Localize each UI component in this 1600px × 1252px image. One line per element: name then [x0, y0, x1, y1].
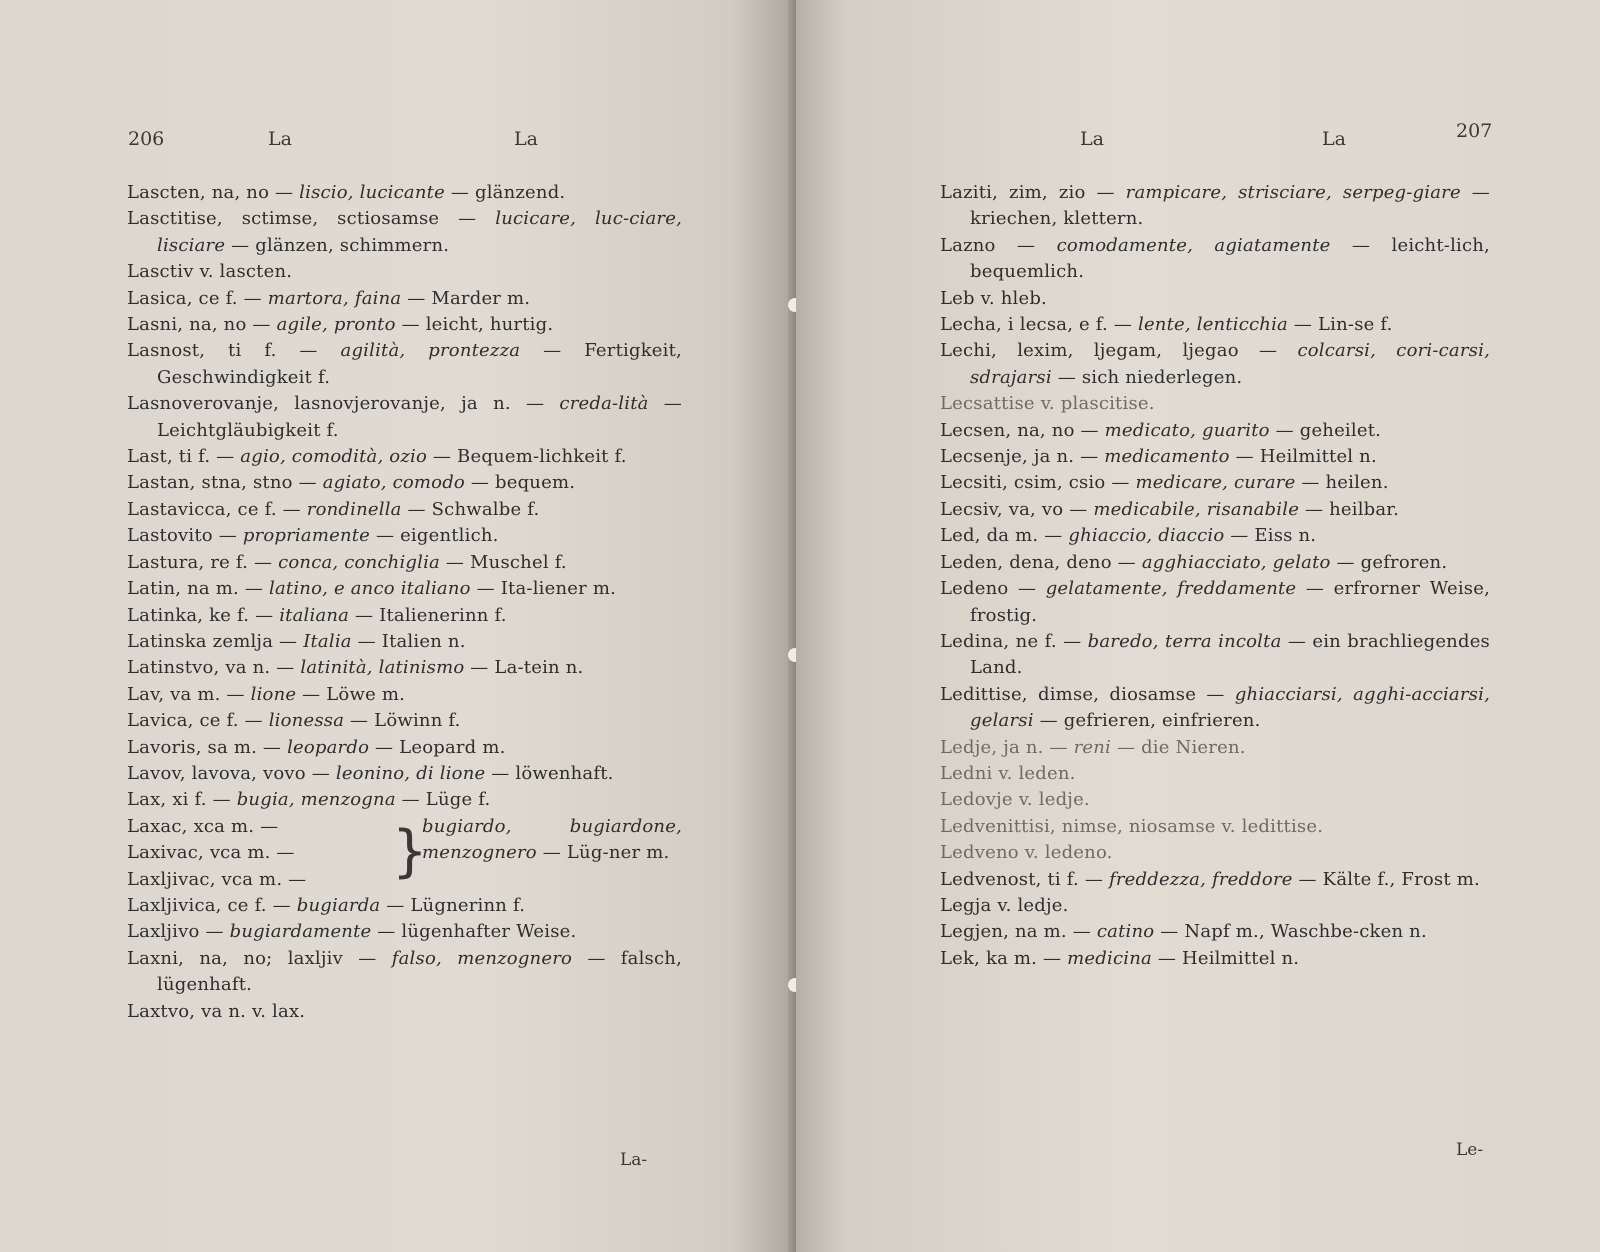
- entry-german: — leicht-lich, bequemlich.: [970, 234, 1490, 283]
- entry-italian: Italia: [303, 630, 352, 652]
- entry-german: — Lügnerinn f.: [380, 894, 526, 916]
- entry-german: — heilen.: [1295, 472, 1389, 494]
- entry-german: — Löwinn f.: [344, 710, 461, 732]
- entry-list-left: [127, 180, 682, 1025]
- entry-headword: Ledeno —: [940, 578, 1046, 600]
- entry-headword: Lav, va m. —: [127, 683, 251, 705]
- dictionary-entry: [940, 233, 1490, 286]
- entry-headword: Ledittise, dimse, diosamse —: [940, 683, 1235, 705]
- dictionary-entry: [127, 576, 682, 602]
- entry-italian: medicare, curare: [1135, 472, 1296, 494]
- entry-headword: Lavov, lavova, vovo —: [127, 762, 336, 784]
- entry-german: — Heilmittel n.: [1229, 446, 1377, 468]
- entry-italian: bugiarda: [296, 894, 381, 916]
- catchword-left: La-: [620, 1150, 648, 1170]
- entry-headword: Ledni v. leden.: [940, 762, 1076, 784]
- bracket-entry-group: [127, 814, 682, 893]
- entry-headword: Lavica, ce f. —: [127, 710, 269, 732]
- dictionary-entry: [940, 286, 1490, 312]
- dictionary-entry: [127, 523, 682, 549]
- entry-german: — heilbar.: [1299, 498, 1400, 520]
- dictionary-entry: [940, 867, 1490, 893]
- entry-headword: Latinska zemlja —: [127, 630, 304, 652]
- entry-italian: liscio, lucicante: [299, 182, 445, 203]
- entry-italian: lionessa: [268, 710, 345, 732]
- entry-headword: Led, da m. —: [940, 525, 1069, 547]
- entry-headword: Lascten, na, no —: [127, 182, 300, 203]
- entry-italian: rondinella: [306, 498, 402, 520]
- dictionary-entry: [940, 444, 1490, 470]
- entry-headword: Last, ti f. —: [127, 446, 241, 468]
- entry-headword: Leden, dena, deno —: [940, 551, 1142, 573]
- entry-italian: agiato, comodo: [322, 472, 465, 494]
- dictionary-entry: [127, 206, 682, 259]
- entry-list-right: [940, 180, 1490, 972]
- entry-german: — Leichtgläubigkeit f.: [157, 393, 682, 441]
- entry-headword: Ledveno v. ledeno.: [940, 842, 1113, 864]
- entry-headword: Lasni, na, no —: [127, 314, 277, 336]
- entry-headword: Lasctiv v. lascten.: [127, 261, 293, 283]
- entry-headword: Ledje, ja n. —: [940, 736, 1074, 758]
- entry-headword: Lasica, ce f. —: [127, 287, 268, 309]
- entry-italian: latino, e anco italiano: [269, 578, 471, 600]
- page-number-right: 207: [1456, 120, 1493, 142]
- entry-headword: Lasnoverovanje, lasnovjerovanje, ja n. —: [127, 393, 560, 415]
- entry-italian: lente, lenticchia: [1138, 314, 1288, 336]
- dictionary-entry: [127, 603, 682, 629]
- dictionary-entry: [127, 259, 682, 285]
- entry-italian: martora, faina: [267, 287, 402, 309]
- entry-german: — Eiss n.: [1224, 525, 1317, 547]
- dictionary-entry: [940, 338, 1490, 391]
- running-head-left-1: La: [268, 128, 292, 150]
- brace-symbol: }: [392, 818, 428, 884]
- entry-german: — ein brachliegendes Land.: [970, 630, 1490, 679]
- entry-italian: italiana: [279, 604, 350, 626]
- dictionary-entry: [127, 999, 682, 1025]
- entry-italian: medicato, guarito: [1104, 419, 1270, 441]
- dictionary-entry: [127, 787, 682, 813]
- dictionary-entry: [127, 391, 682, 444]
- dictionary-entry: [940, 946, 1490, 972]
- entry-headword: Lecsattise v. plascitise.: [940, 393, 1155, 415]
- entry-italian: comodamente, agiatamente: [1056, 234, 1331, 256]
- entry-italian: medicina: [1067, 947, 1152, 969]
- dictionary-entry: [127, 919, 682, 945]
- dictionary-entry: [127, 629, 682, 655]
- entry-german: — die Nieren.: [1111, 736, 1246, 758]
- entry-italian: creda-lità: [559, 393, 649, 415]
- bracket-headword: Laxljivac, vca m. —: [127, 868, 307, 890]
- entry-italian: agile, pronto: [276, 314, 396, 336]
- entry-italian: ghiacciarsi, agghi-acciarsi, gelarsi: [970, 683, 1490, 732]
- entry-italian: baredo, terra incolta: [1087, 630, 1282, 652]
- entry-german: — Marder m.: [401, 287, 531, 309]
- entry-headword: Lax, xi f. —: [127, 789, 237, 811]
- running-head-left-2: La: [514, 128, 538, 150]
- dictionary-entry: [127, 893, 682, 919]
- entry-headword: Lecha, i lecsa, e f. —: [940, 314, 1138, 336]
- entry-german: — eigentlich.: [370, 525, 499, 547]
- entry-headword: Lasctitise, sctimse, sctiosamse —: [127, 208, 496, 230]
- entry-italian: leopardo: [287, 736, 370, 758]
- bracket-headword: Laxivac, vca m. —: [127, 842, 295, 864]
- entry-headword: Lastovito —: [127, 525, 243, 547]
- entry-german: — Fertigkeit, Geschwindigkeit f.: [157, 340, 682, 388]
- entry-headword: Legja v. ledje.: [940, 894, 1069, 916]
- entry-headword: Lastan, stna, stno —: [127, 472, 323, 494]
- dictionary-entry: [127, 946, 682, 999]
- entry-headword: Lastavicca, ce f. —: [127, 498, 307, 520]
- entry-headword: Lavoris, sa m. —: [127, 736, 288, 758]
- entry-italian: leonino, di lione: [335, 762, 486, 784]
- entry-italian: lucicare, luc-ciare, lisciare: [157, 208, 683, 256]
- entry-german: — falsch, lügenhaft.: [157, 947, 682, 996]
- dictionary-entry: [940, 919, 1490, 945]
- entry-german: — Kälte f., Frost m.: [1292, 868, 1480, 890]
- entry-headword: Lazno —: [940, 234, 1057, 256]
- entry-german: — Schwalbe f.: [401, 498, 540, 520]
- entry-italian: reni: [1073, 736, 1112, 758]
- entry-headword: Latinstvo, va n. —: [127, 657, 301, 679]
- entry-german: — Leopard m.: [369, 736, 506, 758]
- entry-headword: Laxni, na, no; laxljiv —: [127, 947, 392, 969]
- entry-headword: Lecsiti, csim, csio —: [940, 472, 1136, 494]
- entry-german: — geheilet.: [1269, 419, 1382, 441]
- entry-german: — Heilmittel n.: [1151, 947, 1300, 969]
- dictionary-entry: [940, 180, 1490, 233]
- entry-italian: agghiacciato, gelato: [1141, 551, 1331, 573]
- entry-italian: propriamente: [242, 525, 371, 547]
- entry-german: — gefroren.: [1330, 551, 1448, 573]
- bracket-headword: Laxac, xca m. —: [127, 815, 279, 837]
- entry-headword: Lecsen, na, no —: [940, 419, 1105, 441]
- catchword-right: Le-: [1456, 1140, 1484, 1160]
- entry-german: — Lüg-ner m.: [536, 842, 670, 864]
- entry-headword: Lastura, re f. —: [127, 551, 279, 573]
- entry-headword: Latin, na m. —: [127, 578, 269, 600]
- entry-headword: Ledvenost, ti f. —: [940, 868, 1109, 890]
- entry-italian: catino: [1096, 921, 1155, 943]
- entry-headword: Lecsenje, ja n. —: [940, 446, 1105, 468]
- entry-german: — bequem.: [464, 472, 576, 494]
- entry-german: — gefrieren, einfrieren.: [1033, 710, 1261, 732]
- running-head-right-1: La: [1080, 128, 1104, 150]
- dictionary-entry: [127, 761, 682, 787]
- entry-italian: colcarsi, cori-carsi, sdrajarsi: [970, 340, 1490, 388]
- dictionary-entry: [127, 550, 682, 576]
- dictionary-entry: [940, 312, 1490, 338]
- entry-headword: Leb v. hleb.: [940, 287, 1047, 309]
- entry-german: — Muschel f.: [439, 551, 567, 573]
- dictionary-entry: [940, 814, 1490, 840]
- entry-headword: Legjen, na m. —: [940, 921, 1097, 943]
- dictionary-entry: [127, 735, 682, 761]
- entry-german: — Löwe m.: [296, 683, 406, 705]
- right-page: [796, 0, 1600, 1252]
- dictionary-entry: [127, 180, 682, 206]
- entry-italian: medicamento: [1104, 446, 1230, 468]
- dictionary-entry: [127, 286, 682, 312]
- entry-german: — glänzen, schimmern.: [225, 234, 450, 256]
- dictionary-entry: [127, 708, 682, 734]
- entry-italian: agio, comodità, ozio: [240, 446, 428, 468]
- dictionary-entry: [940, 497, 1490, 523]
- entry-italian: freddezza, freddore: [1109, 868, 1293, 890]
- entry-german: — löwenhaft.: [485, 762, 614, 784]
- entry-german: — lügenhafter Weise.: [371, 921, 577, 943]
- dictionary-entry: [940, 893, 1490, 919]
- entry-german: — Lin-se f.: [1287, 314, 1393, 336]
- dictionary-entry: [127, 470, 682, 496]
- entry-headword: Lasnost, ti f. —: [127, 340, 341, 362]
- entry-italian: bugia, menzogna: [236, 789, 396, 811]
- entry-italian: medicabile, risanabile: [1093, 498, 1300, 520]
- entry-german: — La-tein n.: [464, 657, 584, 679]
- entry-german: — Lüge f.: [395, 789, 491, 811]
- left-page: [0, 0, 796, 1252]
- entry-german: — Bequem-lichkeit f.: [427, 446, 627, 468]
- dictionary-entry: [127, 682, 682, 708]
- dictionary-entry: [127, 497, 682, 523]
- dictionary-entry: [940, 682, 1490, 735]
- dictionary-entry: [940, 550, 1490, 576]
- entry-headword: Ledina, ne f. —: [940, 630, 1088, 652]
- entry-italian: latinità, latinismo: [300, 657, 465, 679]
- dictionary-entry: [940, 391, 1490, 417]
- entry-headword: Latinka, ke f. —: [127, 604, 280, 626]
- dictionary-entry: [940, 470, 1490, 496]
- entry-german: — erfrorner Weise, frostig.: [970, 578, 1490, 626]
- entry-headword: Laziti, zim, zio —: [940, 182, 1126, 203]
- dictionary-entry: [940, 761, 1490, 787]
- dictionary-entry: [940, 418, 1490, 444]
- dictionary-entry: [127, 444, 682, 470]
- entry-german: — Italien n.: [351, 630, 466, 652]
- dictionary-entry: [940, 735, 1490, 761]
- entry-german: — leicht, hurtig.: [395, 314, 554, 336]
- entry-headword: Laxtvo, va n. v. lax.: [127, 1000, 306, 1022]
- entry-italian: agilità, prontezza: [340, 340, 521, 362]
- dictionary-entry: [940, 629, 1490, 682]
- entry-italian: rampicare, strisciare, serpeg-giare: [1125, 182, 1461, 203]
- entry-italian: bugiardo, bugiardone, menzognero: [422, 815, 682, 864]
- dictionary-entry: [127, 338, 682, 391]
- page-number-left: 206: [128, 128, 165, 150]
- entry-german: — glänzend.: [444, 182, 566, 203]
- entry-headword: Lecsiv, va, vo —: [940, 498, 1094, 520]
- entry-german: — Italienerinn f.: [349, 604, 507, 626]
- entry-headword: Laxljivo —: [127, 921, 230, 943]
- running-head-right-2: La: [1322, 128, 1346, 150]
- entry-headword: Lechi, lexim, ljegam, ljegao —: [940, 340, 1298, 362]
- dictionary-entry: [127, 312, 682, 338]
- entry-german: — sich niederlegen.: [1051, 366, 1243, 388]
- entry-headword: Laxljivica, ce f. —: [127, 894, 297, 916]
- entry-italian: gelatamente, freddamente: [1045, 578, 1297, 600]
- dictionary-entry: [940, 787, 1490, 813]
- entry-italian: falso, menzognero: [391, 947, 573, 969]
- entry-italian: bugiardamente: [229, 921, 372, 943]
- entry-german: — Napf m., Waschbe-cken n.: [1154, 921, 1427, 943]
- entry-italian: lione: [250, 683, 297, 705]
- dictionary-entry: [940, 840, 1490, 866]
- dictionary-entry: [940, 576, 1490, 629]
- entry-headword: Ledovje v. ledje.: [940, 789, 1090, 811]
- entry-headword: Lek, ka m. —: [940, 947, 1068, 969]
- entry-italian: ghiaccio, diaccio: [1068, 525, 1225, 547]
- entry-headword: Ledvenittisi, nimse, niosamse v. ledittise.: [940, 815, 1324, 837]
- entry-german: — Ita-liener m.: [470, 578, 617, 600]
- entry-italian: conca, conchiglia: [278, 551, 440, 573]
- entry-german: — kriechen, klettern.: [970, 182, 1491, 230]
- dictionary-entry: [127, 655, 682, 681]
- dictionary-entry: [940, 523, 1490, 549]
